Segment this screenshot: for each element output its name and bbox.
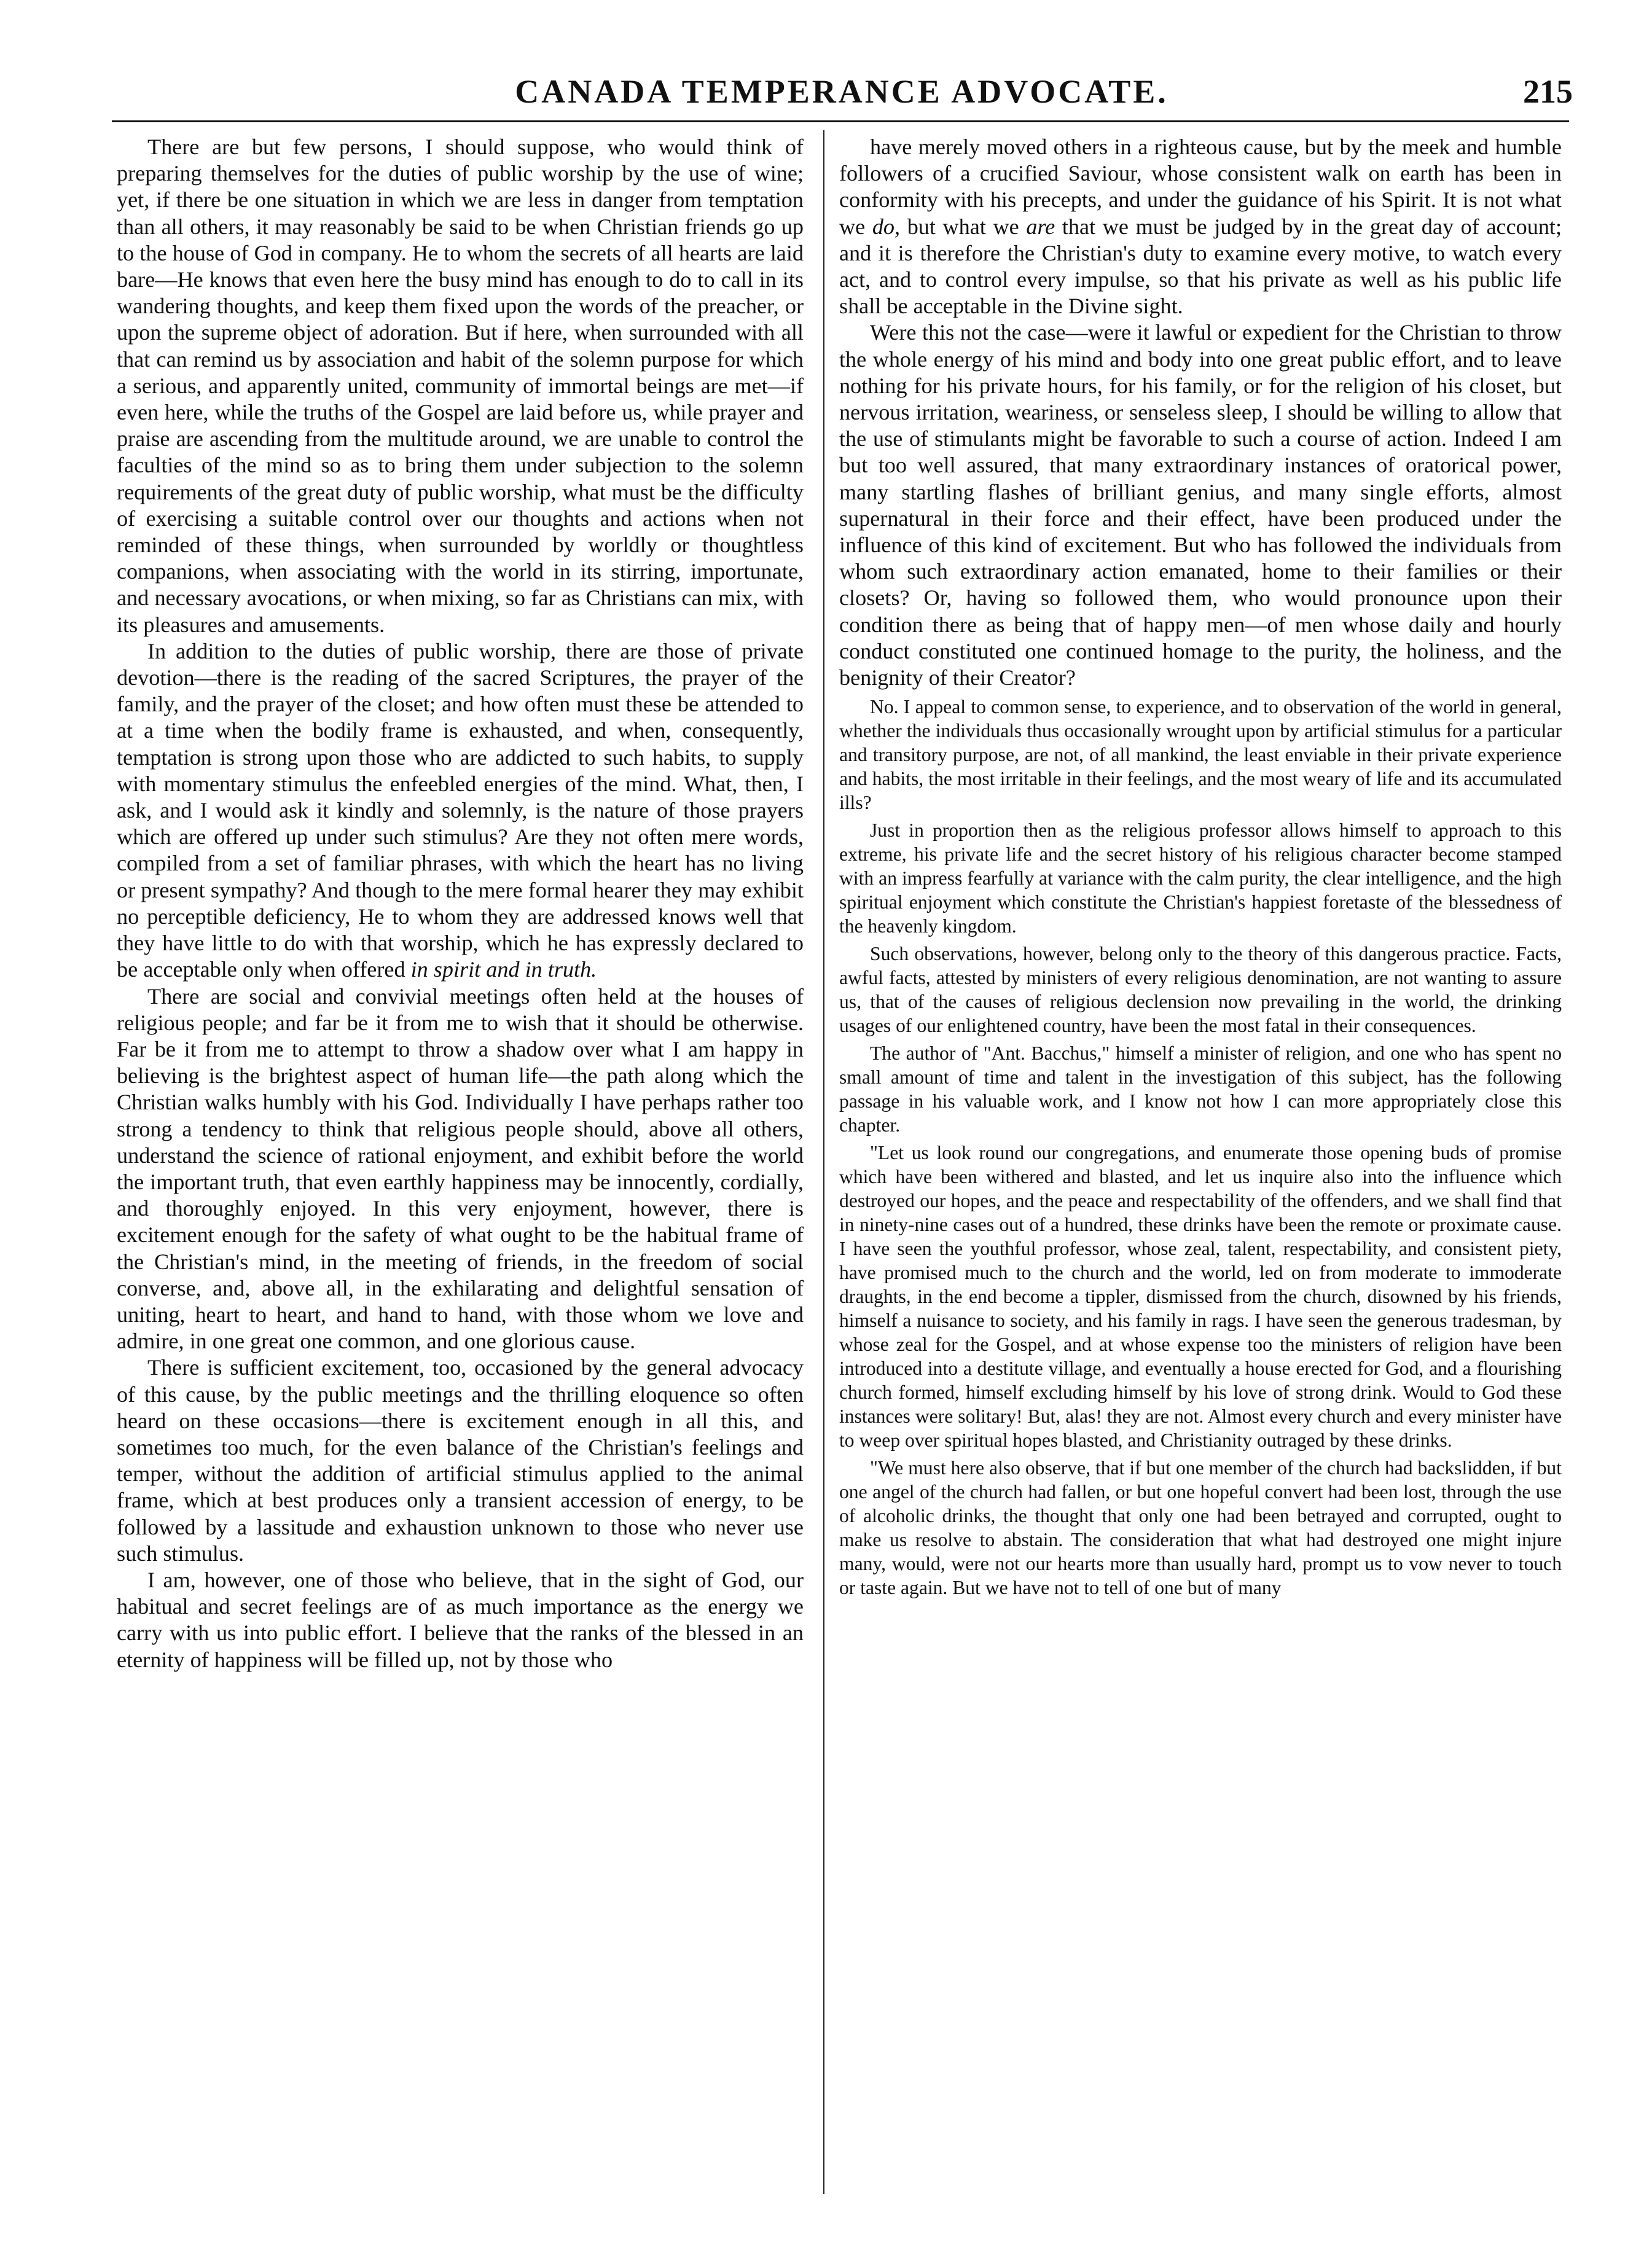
right-paragraph-5: Such observations, however, belong only to the theory of this dangerous practice. Facts, awful facts, attested by ministers of every religious denomination, are not wanting to assure us, that of the causes of religious declension now prevailing in the world, the drinking usages of our enlightened country, have been the most fatal in their consequences. [839,943,1562,1037]
right-paragraph-1-text-a: have merely moved others in a righteous cause, but by the meek and humble followers of a crucified Saviour, whose consistent walk on earth has been in conformity with his precepts, and under the guidance of his Spirit. It is not what we [839,135,1562,239]
running-title: CANADA TEMPERANCE ADVOCATE. [515,73,1169,110]
page-number: 215 [1523,73,1573,110]
right-paragraph-2: Were this not the case—were it lawful or expedient for the Christian to throw the whole energy of his mind and body into one great public effort, and to leave nothing for his private hours, for his family, or for the religion of his closet, but nervous irritation, weariness, or senseless sleep, I should be willing to allow that the use of stimulants might be favorable to such a course of action. Indeed I am but too well assured, that many extraordinary instances of oratorical power, many startling flashes of brilliant genius, and many single efforts, almost supernatural in their force and their effect, have been produced under the influence of this kind of excitement. But who has followed the individuals from whom such extraordinary action emanated, home to their families or their closets? Or, having so followed them, who would pronounce upon their condition there as being that of happy men—of men whose daily and hourly conduct constituted one continued homage to the purity, the holiness, and the benignity of their Creator? [839,320,1562,690]
left-paragraph-5: I am, however, one of those who believe, that in the sight of God, our habitual and secret feelings are of as much importance as the energy we carry with us into public effort. I believe that the ranks of the blessed in an eternity of happiness will be filled up, not by those who [117,1567,804,1672]
running-head [111,72,1573,115]
right-paragraph-6: The author of "Ant. Bacchus," himself a minister of religion, and one who has spent no small amount of time and talent in the investigation of this subject, has the following passage in his valuable work, and I know not how I can more appropriately close this chapter. [839,1042,1562,1136]
left-paragraph-2-emphasis: in spirit and in truth. [410,957,597,982]
right-quote-paragraph-2: "We must here also observe, that if but one member of the church had backslidden, if but one angel of the church had fallen, or but one hopeful convert had been lost, through the use of alcoholic drinks, the thought that only one had been betrayed and corrupted, ought to make us resolve to abstain. The consideration that what had destroyed one might injure many, would, were not our hearts more than usually hard, prompt us to vow never to touch or taste again. But we have not to tell of one but of many [839,1457,1562,1599]
right-paragraph-1-text-b: but what we [907,214,1019,239]
left-paragraph-3: There are social and convivial meetings often held at the houses of religious people; and far be it from me to wish that it should be otherwise. Far be it from me to attempt to throw a shadow over what I am happy in believing is the brightest aspect of human life—the path along which the Christian walks humbly with his God. Individually I have perhaps rather too strong a tendency to think that religious people should, above all others, understand the science of rational enjoyment, and exhibit before the world the important truth, that even earthly happiness may be innocently, cordially, and thoroughly enjoyed. In this very enjoyment, however, there is excitement enough for the safety of what ought to be the habitual frame of the Christian's mind, in the meeting of friends, in the freedom of social converse, and, above all, in the exhilarating and delightful sensation of uniting, heart to heart, and hand to hand, with those whom we love and admire, in one great one common, and one glorious cause. [117,983,804,1354]
left-paragraph-2 [117,638,804,983]
left-paragraph-1: There are but few persons, I should suppose, who would think of preparing themselves for the duties of public worship by the use of wine; yet, if there be one situation in which we are less in danger from temptation than all others, it may reasonably be said to be when Christian friends go up to the house of God in company. He to whom the secrets of all hearts are laid bare—He knows that even here the busy mind has enough to do to call in its wandering thoughts, and keep them fixed upon the words of the preacher, or upon the supreme object of adoration. But if here, when surrounded with all that can remind us by association and habit of the solemn purpose for which a serious, and apparently united, community of immortal beings are met—if even here, while the truths of the Gospel are laid before us, while prayer and praise are ascending from the multitude around, we are unable to control the faculties of the mind so as to bring them under subjection to the solemn requirements of the great duty of public worship, what must be the difficulty of exercising a suitable control over our thoughts and actions when not reminded of these things, when surrounded by worldly or thoughtless companions, when associating with the world in its stirring, importunate, and necessary avocations, or when mixing, so far as Christians can mix, with its pleasures and amusements. [117,135,804,637]
left-paragraph-2-text: In addition to the duties of public worship, there are those of private devotion—there is the reading of the sacred Scriptures, the prayer of the family, and the prayer of the closet; and how often must these be attended to at a time when the bodily frame is exhausted, and when, consequently, temptation is strong upon those who are addicted to such habits, to supply with momentary stimulus the enfeebled energies of the mind. What, then, I ask, and I would ask it kindly and solemnly, is the nature of those prayers which are offered up under such stimulus? Are they not often mere words, compiled from a set of familiar phrases, with which the heart has no living or present sympathy? And though to the mere formal hearer they may exhibit no perceptible deficiency, He to whom they are addressed knows well that they have little to do with that worship, which he has expressly declared to be acceptable only when offered [117,638,804,982]
right-paragraph-1-emphasis-do: do, [872,214,901,239]
left-paragraph-4: There is sufficient excitement, too, occasioned by the general advocacy of this cause, by the public meetings and the thrilling eloquence so often heard on these occasions—there is excitement enough in all this, and sometimes too much, for the even balance of the Christian's feelings and temper, without the addition of artificial stimulus applied to the animal frame, which at best produces only a transient accession of energy, to be followed by a lassitude and exhaustion unknown to those who never use such stimulus. [117,1355,804,1566]
right-paragraph-1-text-c: that we must be judged by in the great day of account; and it is therefore the Christian's duty to examine every motive, to watch every act, and to control every impulse, so that his private as well as his public life shall be acceptable in the Divine sight. [839,214,1562,319]
right-paragraph-1-emphasis-are: are [1026,214,1055,239]
right-paragraph-4: Just in proportion then as the religious professor allows himself to approach to this extreme, his private life and the secret history of his religious character become stamped with an impress fearfully at variance with the calm purity, the clear intelligence, and the high spiritual enjoyment which constitute the Christian's happiest foretaste of the blessedness of the heavenly kingdom. [839,819,1562,937]
header-rule [112,120,1569,122]
right-column [839,134,1562,1600]
left-column [117,134,804,1673]
right-paragraph-1 [839,134,1562,319]
right-paragraph-3: No. I appeal to common sense, to experience, and to observation of the world in general, whether the individuals thus occasionally wrought upon by artificial stimulus for a particular and transitory purpose, are not, of all mankind, the least enviable in their private experience and habits, the most irritable in their feelings, and the most weary of life and its accumulated ills? [839,696,1562,814]
column-divider [823,130,824,2194]
right-quote-paragraph-1: "Let us look round our congregations, and enumerate those opening buds of promise which have been withered and blasted, and let us inquire also into the influence which destroyed our hopes, and the peace and respectability of the offenders, and we shall find that in ninety-nine cases out of a hundred, these drinks have been the remote or proximate cause. I have seen the youthful professor, whose zeal, talent, respectability, and consistent piety, have promised much to the church and the world, led on from moderate to immoderate draughts, in the end become a tippler, dismissed from the church, disowned by his friends, himself a nuisance to society, and his family in rags. I have seen the generous tradesman, by whose zeal for the Gospel, and at whose expense too the ministers of religion have been introduced into a destitute village, and eventually a house erected for God, and a flourishing church formed, himself excluding himself by his love of strong drink. Would to God these instances were solitary! But, alas! they are not. Almost every church and every minister have to weep over spiritual hopes blasted, and Christianity outraged by these drinks. [839,1142,1562,1452]
